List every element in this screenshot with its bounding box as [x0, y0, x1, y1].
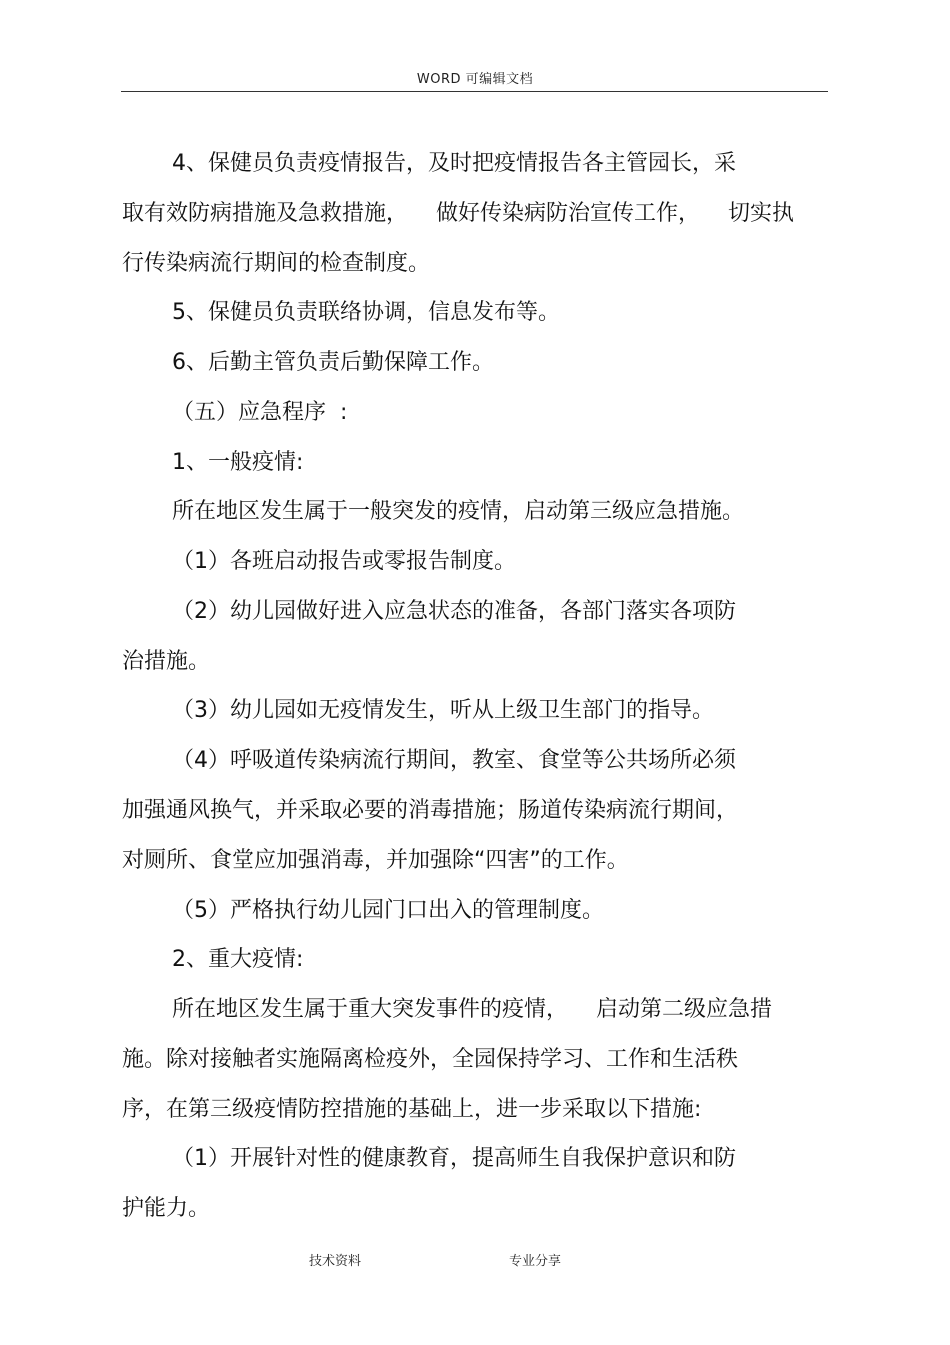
text-line: 所在地区发生属于重大突发事件的疫情， 启动第二级应急措 — [172, 997, 772, 1022]
text-line: （5）严格执行幼儿园门口出入的管理制度。 — [172, 898, 604, 923]
text-line: 序，在第三级疫情防控措施的基础上，进一步采取以下措施: — [122, 1097, 702, 1122]
text-line: 施。除对接触者实施隔离检疫外，全园保持学习、工作和生活秩 — [122, 1047, 739, 1072]
page-header: WORD 可编辑文档 — [416, 72, 534, 87]
text-line: （4）呼吸道传染病流行期间，教室、食堂等公共场所必须 — [172, 748, 736, 773]
text-line: 1、一般疫情: — [172, 450, 304, 475]
text-line: 所在地区发生属于一般突发的疫情，启动第三级应急措施。 — [172, 499, 745, 524]
text-line: 行传染病流行期间的检查制度。 — [122, 251, 431, 276]
text-line: （五）应急程序 : — [172, 400, 348, 425]
header-divider — [121, 91, 828, 92]
text-line: 取有效防病措施及急救措施， 做好传染病防治宣传工作， 切实执 — [122, 201, 794, 226]
text-line: 对厕所、食堂应加强消毒，并加强除“四害”的工作。 — [122, 848, 629, 873]
text-line: 2、重大疫情: — [172, 947, 304, 972]
text-line: （3）幼儿园如无疫情发生，听从上级卫生部门的指导。 — [172, 698, 714, 723]
text-line: 6、后勤主管负责后勤保障工作。 — [172, 350, 494, 375]
text-line: 护能力。 — [122, 1196, 211, 1221]
text-line: （1）开展针对性的健康教育，提高师生自我保护意识和防 — [172, 1146, 736, 1171]
text-line: 加强通风换气，并采取必要的消毒措施；肠道传染病流行期间， — [122, 798, 739, 823]
text-line: 治措施。 — [122, 649, 211, 674]
text-line: （2）幼儿园做好进入应急状态的准备，各部门落实各项防 — [172, 599, 736, 624]
text-line: 5、保健员负责联络协调，信息发布等。 — [172, 300, 560, 325]
text-line: 4、保健员负责疫情报告，及时把疫情报告各主管园长，采 — [172, 151, 736, 176]
footer-right-label: 专业分享 — [509, 1254, 562, 1269]
text-line: （1）各班启动报告或零报告制度。 — [172, 549, 516, 574]
footer-left-label: 技术资料 — [309, 1254, 362, 1269]
